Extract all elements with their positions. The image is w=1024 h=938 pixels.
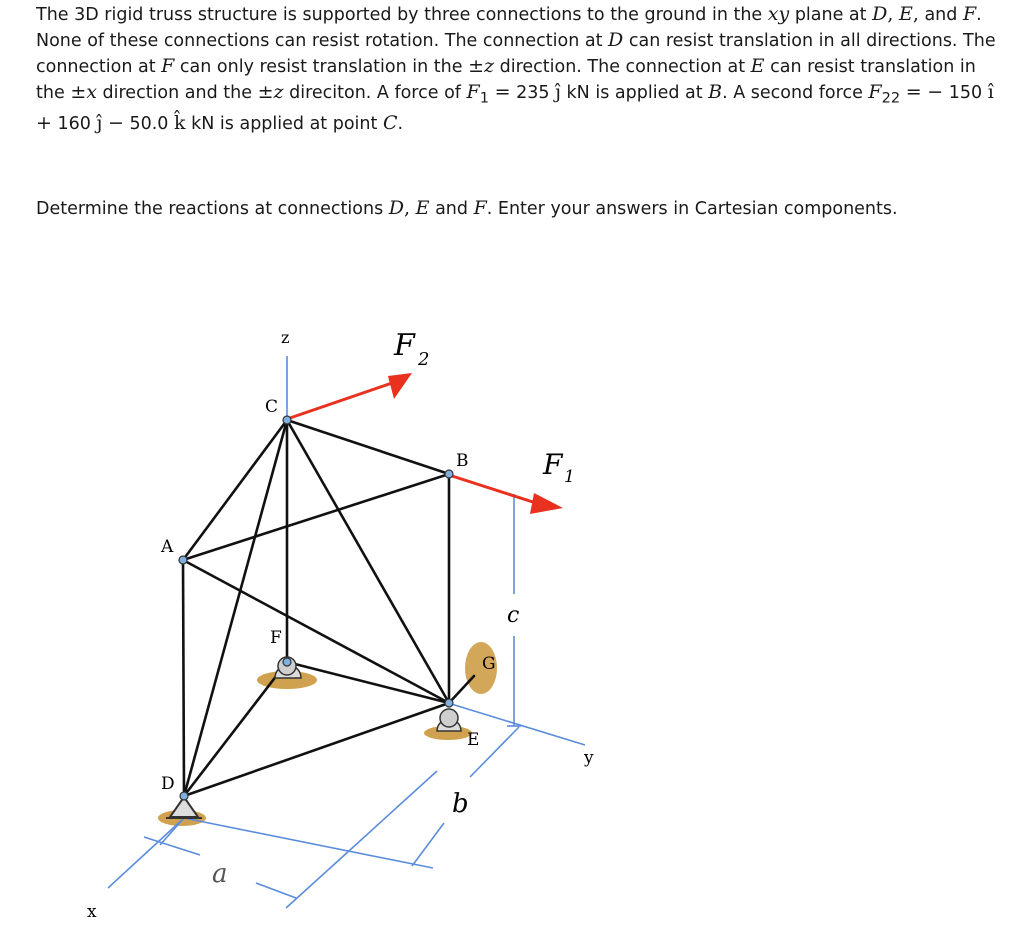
text: is applied at bbox=[595, 83, 703, 103]
math-E: E bbox=[415, 197, 430, 219]
f2-y-value: 160 bbox=[57, 113, 91, 134]
dim-tick bbox=[412, 823, 444, 866]
math-z: z bbox=[484, 55, 495, 77]
math-x: x bbox=[86, 81, 97, 103]
comma: , bbox=[404, 197, 411, 219]
member-CA bbox=[183, 420, 287, 560]
text: and bbox=[435, 199, 469, 219]
member-EG bbox=[449, 676, 474, 703]
comma: , bbox=[887, 3, 894, 25]
label-D: D bbox=[161, 774, 175, 794]
j-hat: ĵ bbox=[555, 81, 561, 103]
x-axis-line bbox=[108, 818, 184, 888]
unit: kN bbox=[566, 83, 590, 103]
joint-C bbox=[283, 416, 291, 424]
equals: = bbox=[494, 81, 511, 103]
text: plane at bbox=[794, 5, 867, 25]
member-DF bbox=[184, 662, 287, 796]
math-D: D bbox=[872, 3, 888, 25]
text: direction. The connection at bbox=[499, 57, 746, 77]
math-F: F bbox=[962, 3, 977, 25]
joint-B bbox=[445, 470, 453, 478]
force-F1-head bbox=[530, 493, 563, 514]
period: . bbox=[397, 113, 404, 134]
label-a: a bbox=[212, 859, 228, 889]
dim-a-line bbox=[256, 883, 296, 898]
math-F: F bbox=[161, 55, 175, 77]
math-F: F bbox=[473, 197, 487, 219]
text: is applied at point bbox=[219, 113, 378, 134]
problem-statement bbox=[36, 2, 1006, 137]
plus-minus: ± bbox=[257, 81, 274, 103]
label-F2: F bbox=[394, 328, 415, 363]
label-F1-sub: 1 bbox=[564, 467, 575, 487]
label-F1: F bbox=[543, 448, 563, 481]
subscript: 1 bbox=[479, 89, 489, 107]
text: . A second force bbox=[722, 83, 863, 103]
label-F: F bbox=[270, 628, 282, 648]
label-C: C bbox=[265, 397, 279, 417]
k-hat: k̂ bbox=[174, 111, 186, 134]
support-E bbox=[437, 709, 461, 731]
subscript: 22 bbox=[881, 89, 901, 107]
label-y: y bbox=[584, 748, 594, 768]
minus: − bbox=[107, 111, 124, 134]
text: The 3D rigid truss structure is supported by three connections to the ground in the bbox=[36, 5, 763, 25]
text: and bbox=[924, 5, 958, 25]
truss-diagram bbox=[0, 290, 1024, 934]
label-A: A bbox=[161, 537, 174, 557]
label-c: c bbox=[507, 603, 520, 628]
equals: = bbox=[905, 81, 922, 103]
truss-figure bbox=[0, 290, 1024, 934]
unit: kN bbox=[191, 113, 215, 134]
label-F2-sub: 2 bbox=[418, 349, 430, 370]
text: can resist translation in the bbox=[36, 57, 976, 103]
force-F2-head bbox=[388, 373, 412, 399]
label-E: E bbox=[467, 730, 480, 750]
text: can only resist translation in the bbox=[179, 57, 463, 77]
plus-minus: ± bbox=[468, 55, 484, 77]
joint-E bbox=[445, 699, 453, 707]
text: . Enter your answers in Cartesian components. bbox=[486, 199, 898, 219]
dim-tick bbox=[286, 850, 350, 908]
label-x: x bbox=[87, 902, 97, 922]
comma: , bbox=[912, 3, 919, 25]
math-F22: F bbox=[868, 81, 882, 103]
truss-members bbox=[183, 420, 474, 796]
f2-z-value: 50.0 bbox=[129, 113, 169, 134]
minus: − bbox=[927, 81, 944, 103]
text: Determine the reactions at connections bbox=[36, 199, 384, 219]
math-D: D bbox=[608, 29, 624, 51]
j-hat: ĵ bbox=[96, 111, 103, 134]
math-E: E bbox=[898, 3, 913, 25]
label-b: b bbox=[452, 789, 469, 819]
dimension-lines bbox=[108, 494, 585, 908]
math-F1: F bbox=[466, 81, 480, 103]
text: . None of these connections can resist rotation. The connection at bbox=[36, 5, 982, 51]
math-z: z bbox=[273, 81, 284, 103]
text: direction and the bbox=[102, 83, 252, 103]
text: direciton. A force of bbox=[289, 83, 461, 103]
label-B: B bbox=[456, 451, 469, 471]
label-z: z bbox=[281, 328, 290, 347]
i-hat: î bbox=[987, 81, 994, 103]
question bbox=[36, 197, 898, 219]
label-G: G bbox=[482, 654, 496, 674]
f2-x-value: 150 bbox=[948, 83, 983, 103]
member-AD bbox=[183, 560, 184, 796]
dim-a-line bbox=[144, 837, 200, 855]
member-DE bbox=[184, 703, 449, 796]
text: can resist translation in all directions. The connection at bbox=[36, 31, 996, 77]
joints bbox=[179, 416, 453, 800]
f1-value: 235 bbox=[516, 83, 550, 103]
joint-F bbox=[283, 658, 291, 666]
joint-D bbox=[180, 792, 188, 800]
math-B: B bbox=[708, 81, 723, 103]
math-xy: xy bbox=[767, 3, 790, 25]
plus: + bbox=[36, 111, 52, 134]
joint-A bbox=[179, 556, 187, 564]
force-F1-arrow bbox=[452, 476, 536, 503]
member-AB bbox=[183, 474, 449, 560]
member-CB bbox=[287, 420, 449, 474]
problem-paragraph bbox=[36, 2, 1006, 137]
math-E: E bbox=[750, 55, 765, 77]
plus-minus: ± bbox=[70, 81, 87, 103]
math-C: C bbox=[382, 111, 398, 134]
dim-line bbox=[350, 771, 437, 850]
force-F2-arrow bbox=[290, 383, 392, 418]
math-D: D bbox=[388, 197, 404, 219]
